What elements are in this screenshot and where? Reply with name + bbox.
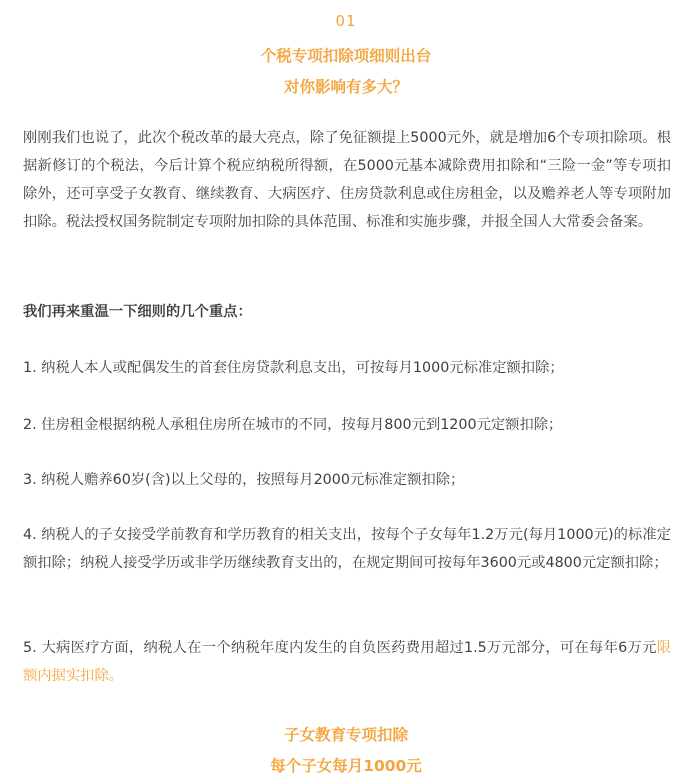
list-item [23,634,671,690]
footer-subheading: 每个子女每月1000元 [270,757,422,775]
list-item: 2. 住房租金根据纳税人承租住房所在城市的不同，按每月800元到1200元定额扣除； [23,417,563,433]
footer-heading: 子女教育专项扣除 [283,726,408,744]
item-5-text: 5. 大病医疗方面，纳税人在一个纳税年度内发生的自负医药费用超过1.5万元部分，可在每年6万元 [23,640,657,656]
list-item: 1. 纳税人本人或配偶发生的首套住房贷款利息支出，可按每月1000元标准定额扣除； [23,360,564,376]
lead-paragraph: 我们再来重温一下细则的几个重点： [23,304,252,320]
list-item: 4. 纳税人的子女接受学前教育和学历教育的相关支出，按每个子女每年1.2万元(每月1000元)的标准定额扣除；纳税人接受学历或非学历继续教育支出的，在规定期间可按每年3600元或4800元定额扣除； [23,527,671,571]
intro-paragraph: 刚刚我们也说了，此次个税改革的最大亮点，除了免征额提上5000元外，就是增加6个专项扣除项。根据新修订的个税法，今后计算个税应纳税所得额，在5000元基本减除费用扣除和“三险一金”等专项扣除外，还可享受子女教育、继续教育、大病医疗、住房贷款利息或住房租金，以及赡养老人等专项附加扣除。税法授权国务院制定专项附加扣除的具体范围、标准和实施步骤，并报全国人大常委会备案。 [23,130,671,230]
list-item: 3. 纳税人赡养60岁(含)以上父母的，按照每月2000元标准定额扣除； [23,472,465,488]
section-number: 01 [335,12,357,30]
section-subtitle: 对你影响有多大？ [283,78,408,96]
item-5-highlight: 限额内据实扣除。 [23,640,671,684]
section-title: 个税专项扣除项细则出台 [260,47,432,65]
